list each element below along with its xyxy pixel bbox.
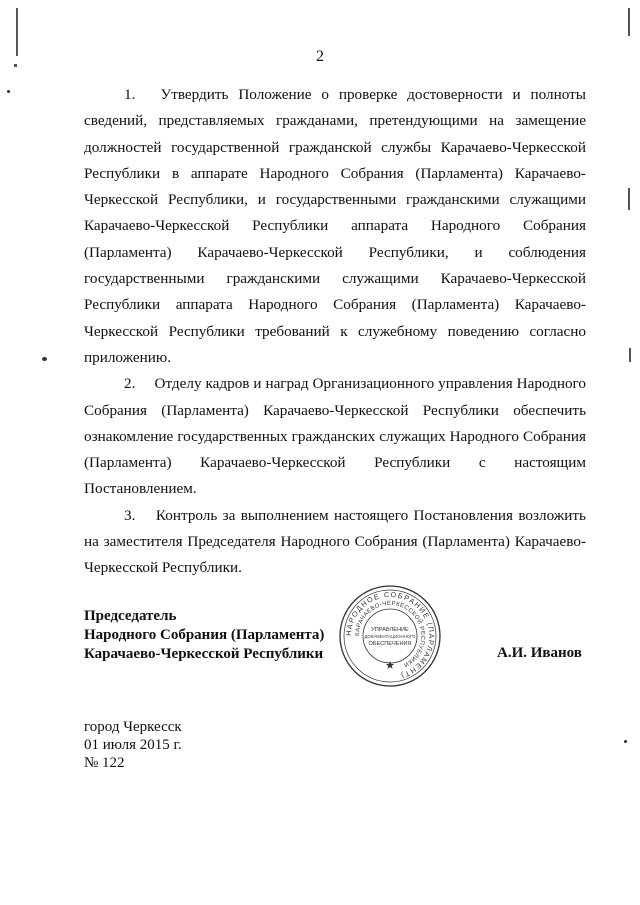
document-footer [84, 718, 182, 772]
stamp-star-icon [386, 661, 394, 669]
scan-artifact [628, 8, 630, 36]
document-body [84, 82, 586, 582]
stamp-center-line: ОБЕСПЕЧЕНИЯ [368, 641, 412, 647]
paragraph-3: 3. Контроль за выполнением настоящего Постановления возложить на заместителя Председателя Народного Собрания (Парламента) Карачаево-Черкесской Республики. [84, 506, 586, 577]
signatory-title-line: Народного Собрания (Парламента) [84, 627, 325, 643]
scan-dot [624, 740, 627, 743]
paragraph-2: 2. Отделу кадров и наград Организационного управления Народного Собрания (Парламента) Карачаево-Черкесской Республики обеспечить ознакомление государственных гражданских служащих Народного Собрания (Парламента) Карачаево-Черкесской Республики с настоящим Постановлением. [84, 375, 586, 498]
stamp-outer-text: НАРОДНОЕ СОБРАНИЕ (ПАРЛАМЕНТ) [343, 589, 437, 681]
page-number: 2 [316, 48, 324, 65]
footer-date: 01 июля 2015 г. [84, 737, 182, 753]
official-stamp [337, 583, 443, 689]
scan-artifact [14, 64, 17, 67]
stamp-center-line: УПРАВЛЕНИЕ [371, 627, 409, 633]
scan-artifact [629, 348, 631, 362]
signatory-name: А.И. Иванов [497, 645, 582, 661]
scan-artifact [16, 8, 18, 56]
scan-dot [42, 357, 47, 361]
stamp-middle-text: КАРАЧАЕВО-ЧЕРКЕССКОЙ РЕСПУБЛИКИ [354, 600, 426, 668]
signatory-title-line: Председатель [84, 608, 177, 624]
paragraph-1: 1. Утвердить Положение о проверке достоверности и полноты сведений, представляемых гражданами, претендующими на замещение должностей государственной гражданской службы Карачаево-Черкесской Республики в аппарате Народного Собрания (Парламента) Карачаево-Черкесской Республики, и государственными гражданскими служащими Карачаево-Черкесской Республики аппарата Народного Собрания (Парламента) Карачаево-Черкесской Республики, и соблюдения государственными гражданскими служащими Карачаево-Черкесской Республики аппарата Народного Собрания (Парламента) Карачаево-Черкесской Республики требований к служебному поведению согласно приложению. [84, 86, 586, 366]
footer-number: № 122 [84, 755, 125, 771]
stamp-center-line: ДОКУМЕНТАЦИОННОГО [364, 634, 416, 639]
footer-city: город Черкесск [84, 719, 182, 735]
signatory-title-line: Карачаево-Черкесской Республики [84, 646, 324, 662]
scan-artifact [628, 188, 630, 210]
scan-dot [7, 90, 10, 93]
signatory-title [84, 607, 324, 664]
